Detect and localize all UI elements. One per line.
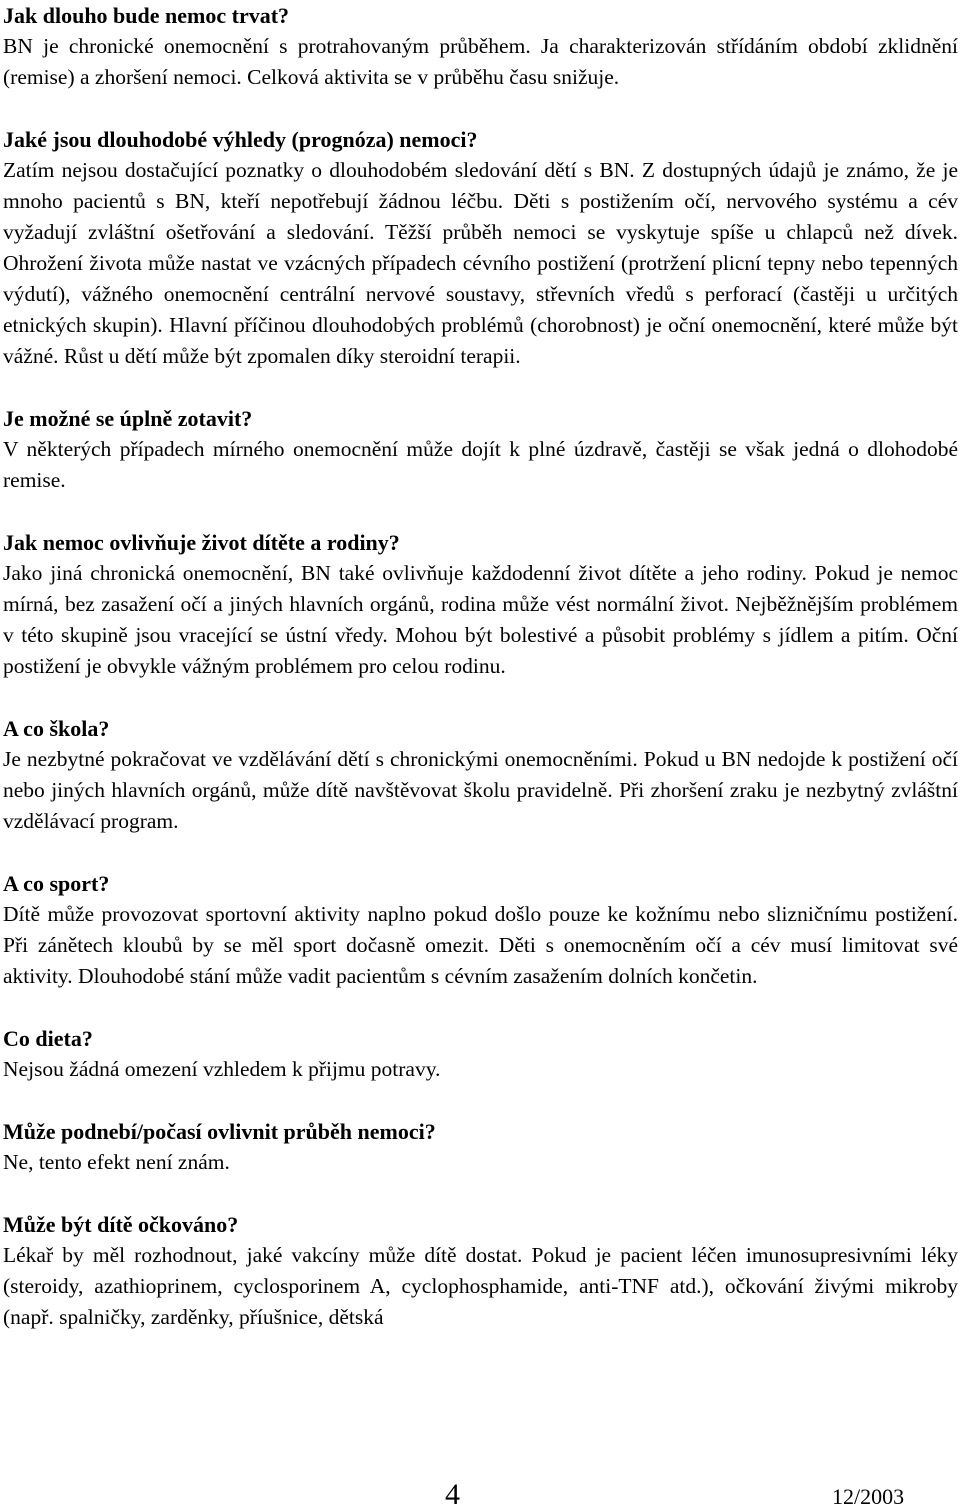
section-paragraph: Jako jiná chronická onemocnění, BN také ovlivňuje každodenní život dítěte a jeho rodiny. Pokud je nemoc mírná, bez zasažení očí a jiných hlavních orgánů, rodina může vést normální život. Nejběžnějším problémem v této skupině jsou vracející se ústní vředy. Mohou být bolestivé a působit problémy s jídlem a pitím. Oční postižení je obvykle vážným problémem pro celou rodinu. (3, 561, 958, 678)
section-paragraph: Lékař by měl rozhodnout, jaké vakcíny může dítě dostat. Pokud je pacient léčen imunosupresivními léky (steroidy, azathioprinem, cyclosporinem A, cyclophosphamide, anti-TNF atd.), očkování živými mikroby (např. spalničky, zarděnky, příušnice, dětská (3, 1243, 958, 1329)
section-paragraph: Je nezbytné pokračovat ve vzdělávání dětí s chronickými onemocněními. Pokud u BN nedojde k postižení očí nebo jiných hlavních orgánů, může dítě navštěvovat školu pravidelně. Při zhoršení zraku je nezbytný zvláštní vzdělávací program. (3, 747, 958, 833)
section-paragraph: Nejsou žádná omezení vzhledem k přijmu potravy. (3, 1057, 441, 1081)
section-paragraph: Dítě může provozovat sportovní aktivity naplno pokud došlo pouze ke kožnímu nebo slizničnímu postižení. Při zánětech kloubů by se měl sport dočasně omezit. Děti s onemocněním očí a cév musí limitovat své aktivity. Dlouhodobé stání může vadit pacientům s cévním zasažením dolních končetin. (3, 902, 958, 988)
document-page (3, 0, 958, 1333)
section-sport (3, 868, 958, 992)
section-heading: A co škola? (3, 716, 110, 741)
section-prognosis (3, 124, 958, 372)
section-heading: Může být dítě očkováno? (3, 1212, 239, 1237)
section-heading: Jak dlouho bude nemoc trvat? (3, 3, 290, 28)
section-recovery (3, 403, 958, 496)
section-heading: Může podnebí/počasí ovlivnit průběh nemoci? (3, 1119, 436, 1144)
section-vaccination (3, 1209, 958, 1333)
section-duration (3, 0, 958, 93)
section-paragraph: V některých případech mírného onemocnění může dojít k plné úzdravě, častěji se však jedná o dlohodobé remise. (3, 437, 958, 492)
section-paragraph: BN je chronické onemocnění s protrahovaným průběhem. Ja charakterizován střídáním období zklidnění (remise) a zhoršení nemoci. Celková aktivita se v průběhu času snižuje. (3, 34, 958, 89)
section-paragraph: Zatím nejsou dostačující poznatky o dlouhodobém sledování dětí s BN. Z dostupných údajů je známo, že je mnoho pacientů s BN, kteří nepotřebují žádnou léčbu. Děti s postižením očí, nervového systému a cév vyžadují zvláštní ošetřování a sledování. Těžší průběh nemoci se vyskytuje spíše u chlapců než dívek. Ohrožení života může nastat ve vzácných případech cévního postižení (protržení plicní tepny nebo tepenných výdutí), vážného onemocnění centrální nervové soustavy, střevních vředů s perforací (častěji u určitých etnických skupin). Hlavní příčinou dlouhodobých problémů (chorobnost) je oční onemocnění, které může být vážné. Růst u dětí může být zpomalen díky steroidní terapii. (3, 158, 958, 368)
section-paragraph: Ne, tento efekt není znám. (3, 1150, 230, 1174)
footer-date: 12/2003 (832, 1484, 905, 1509)
section-school (3, 713, 958, 837)
section-heading: Je možné se úplně zotavit? (3, 406, 253, 431)
section-heading: A co sport? (3, 871, 110, 896)
section-heading: Co dieta? (3, 1026, 93, 1051)
section-heading: Jaké jsou dlouhodobé výhledy (prognóza) nemoci? (3, 127, 478, 152)
section-climate (3, 1116, 958, 1178)
section-family-life (3, 527, 958, 682)
page-number: 4 (445, 1478, 460, 1511)
section-heading: Jak nemoc ovlivňuje život dítěte a rodiny? (3, 530, 400, 555)
section-diet (3, 1023, 958, 1085)
